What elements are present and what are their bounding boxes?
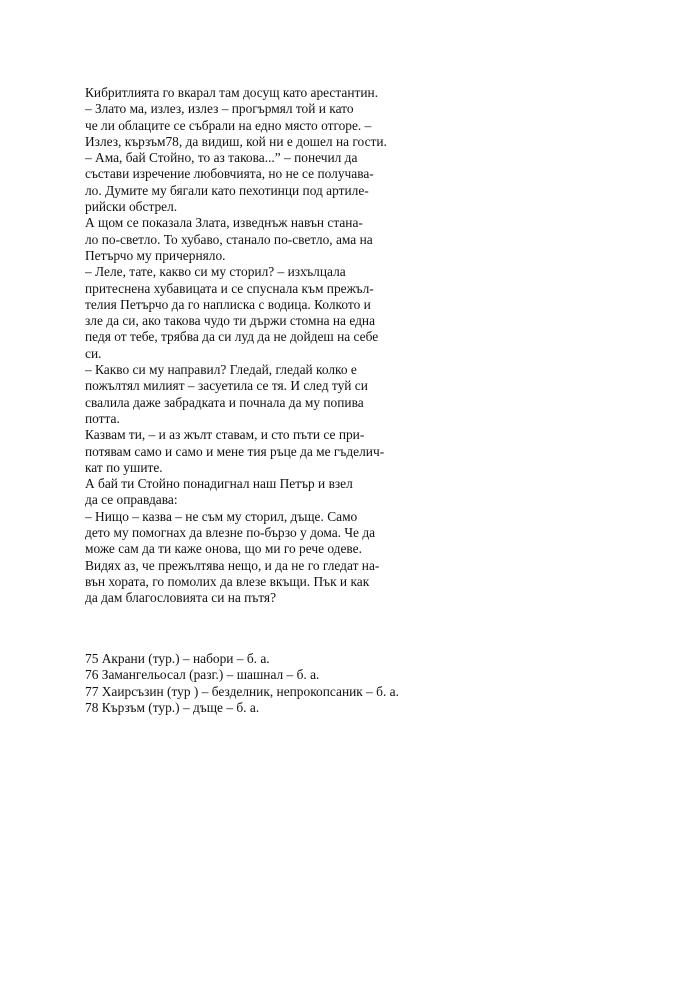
text-line: рийски обстрел.: [85, 199, 178, 215]
text-line: педя от тебе, трябва да си луд да не дойдеш на себе: [85, 329, 379, 345]
text-line: телия Петърчо да го наплиска с водица. Колкото и: [85, 296, 371, 312]
text-line: че ли облаците се събрали на едно място отгоре. –: [85, 117, 372, 133]
body-text: [85, 85, 625, 607]
text-line: – Злато ма, излез, излез – прогърмял той и като: [85, 101, 354, 117]
text-line: – Леле, тате, какво си му сторил? – изхълцала: [85, 264, 346, 280]
text-line: – Ама, бай Стойно, то аз такова...” – понечил да: [85, 150, 358, 166]
text-line: да се оправдава:: [85, 492, 178, 508]
text-line: ло. Думите му бягали като пехотинци под артиле-: [85, 182, 369, 198]
text-line: кат по ушите.: [85, 459, 163, 475]
text-line: ло по-светло. То хубаво, станало по-светло, ама на: [85, 231, 373, 247]
text-line: Излез, кързъм78, да видиш, кой ни е дошел на гости.: [85, 133, 387, 149]
text-line: – Нищо – казва – не съм му сторил, дъще. Само: [85, 508, 358, 524]
footnote: 75 Акрани (тур.) – набори – б. а.: [85, 651, 270, 666]
text-line: потявам само и само и мене тия ръце да ме гъделич-: [85, 443, 385, 459]
text-line: – Какво си му направил? Гледай, гледай колко е: [85, 362, 357, 378]
footnote: 78 Кързъм (тур.) – дъще – б. а.: [85, 699, 260, 715]
text-line: потта.: [85, 410, 120, 426]
text-line: зле да си, ако такова чудо ти държи стомна на една: [85, 313, 376, 329]
text-line: може сам да ти каже онова, що ми го рече одеве.: [85, 541, 362, 557]
text-line: си.: [85, 345, 102, 361]
text-line: Кибритлията го вкарал там досущ като арестантин.: [85, 85, 379, 100]
text-line: Петърчо му причерняло.: [85, 247, 226, 263]
text-line: свалила даже забрадката и почнала да му попива: [85, 394, 364, 410]
text-line: вън хората, го помолих да влезе вкъщи. Пък и как: [85, 573, 370, 589]
text-line: Видях аз, че прежълтява нещо, и да не го гледат на-: [85, 557, 380, 573]
text-line: А щом се показала Злата, изведнъж навън станa-: [85, 215, 363, 231]
text-line: Казвам ти, – и аз жълт ставам, и сто пъти се при-: [85, 427, 365, 443]
text-line: пожълтял милият – засуетила се тя. И след туй си: [85, 378, 368, 394]
footnote: 76 Замангельосал (разг.) – шашнал – б. а.: [85, 667, 320, 683]
text-line: дето му помогнах да влезне по-бързо у дома. Че да: [85, 525, 376, 541]
footnote: 77 Хаирсъзин (тур ) – безделник, непрокопсаник – б. а.: [85, 683, 399, 699]
text-line: притеснена хубавицата и се спуснала към прежъл-: [85, 280, 374, 296]
text-line: А бай ти Стойно понадигнал наш Петър и взел: [85, 476, 353, 492]
text-line: да дам благословията си на пътя?: [85, 590, 277, 606]
footnotes: [85, 651, 625, 716]
text-line: състави изречение любовчията, но не се получава-: [85, 166, 374, 182]
